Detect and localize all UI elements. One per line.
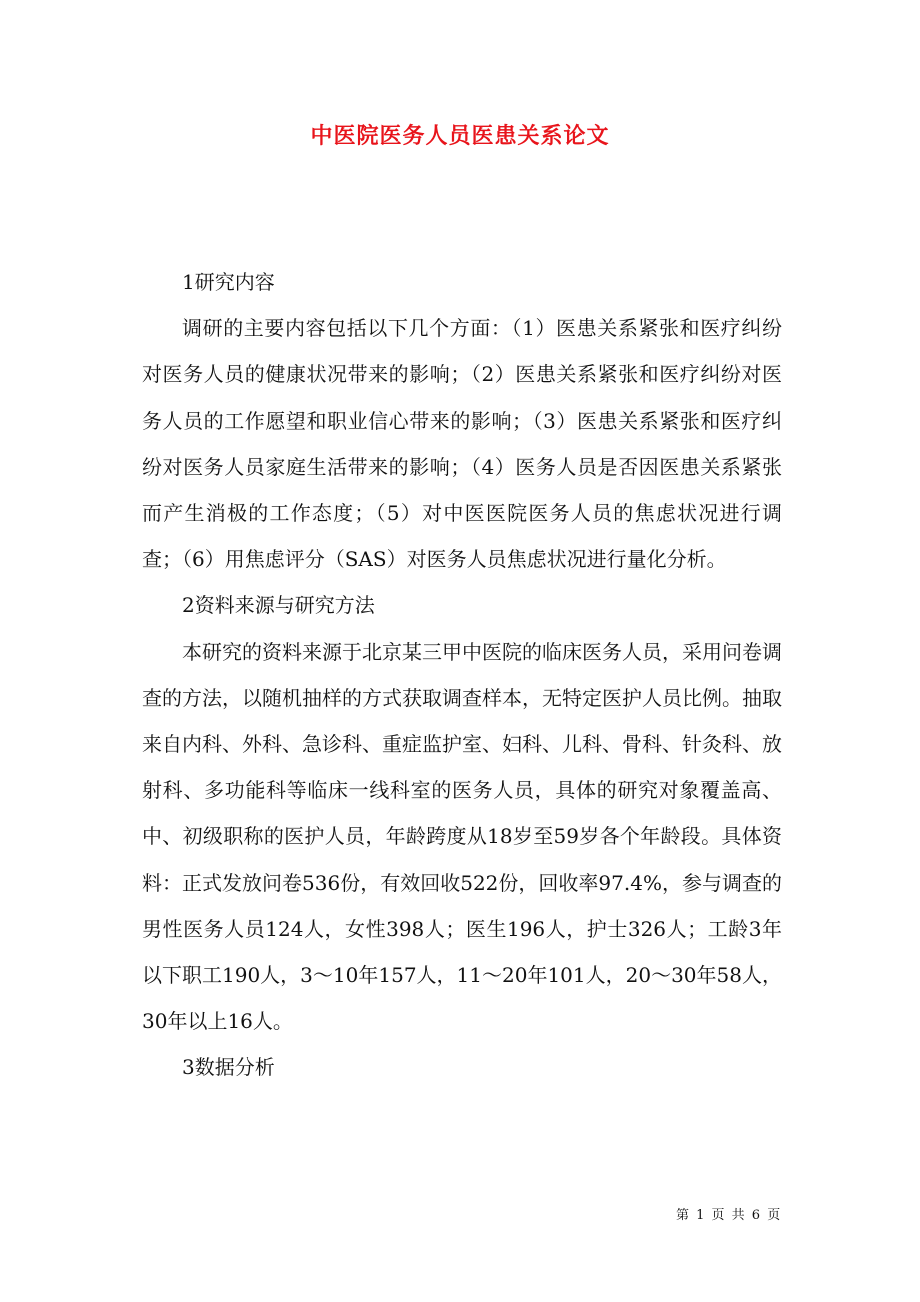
section-heading-data-source: 2资料来源与研究方法 <box>182 593 375 618</box>
section-heading-research-content: 1研究内容 <box>182 270 275 294</box>
section-heading-data-analysis: 3数据分析 <box>182 1055 275 1080</box>
document-body <box>142 259 782 1091</box>
paragraph-data-source: 本研究的资料来源于北京某三甲中医院的临床医务人员，采用问卷调查的方法，以随机抽样的方式获取调查样本，无特定医护人员比例。抽取来自内科、外科、急诊科、重症监护室、妇科、儿科、骨科、针灸科、放射科、多功能科等临床一线科室的医务人员，具体的研究对象覆盖高、中、初级职称的医护人员，年龄跨度从18岁至59岁各个年龄段。具体资料：正式发放问卷536份，有效回收522份，回收率97.4%，参与调查的男性医务人员124人，女性398人；医生196人，护士326人；工龄3年以下职工190人，3～10年157人，11～20年101人，20～30年58人，30年以上16人。 <box>142 639 782 1034</box>
paragraph-research-content: 调研的主要内容包括以下几个方面：（1）医患关系紧张和医疗纠纷对医务人员的健康状况带来的影响；（2）医患关系紧张和医疗纠纷对医务人员的工作愿望和职业信心带来的影响；（3）医患关系紧张和医疗纠纷对医务人员家庭生活带来的影响；（4）医务人员是否因医患关系紧张而产生消极的工作态度；（5）对中医医院医务人员的焦虑状况进行调查；（6）用焦虑评分（SAS）对医务人员焦虑状况进行量化分析。 <box>142 316 782 572</box>
document-title: 中医院医务人员医患关系论文 <box>310 123 610 149</box>
page-number-footer: 第 1 页 共 6 页 <box>676 1208 781 1223</box>
